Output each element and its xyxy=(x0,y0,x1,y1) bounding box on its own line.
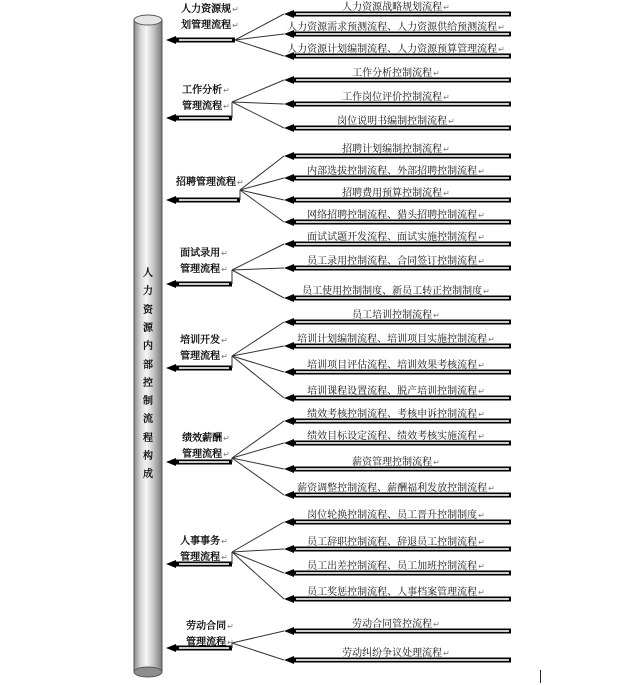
item-connector xyxy=(235,34,284,40)
paragraph-mark: ↵ xyxy=(478,538,485,547)
process-item-text: 工作分析控制流程 xyxy=(352,68,433,79)
item-arrow-gap xyxy=(296,33,509,35)
process-item-label xyxy=(307,166,485,177)
text-cursor xyxy=(540,670,541,683)
item-arrow-gap xyxy=(296,267,509,269)
group-arrow-head xyxy=(166,280,176,288)
pillar-char: 制 xyxy=(143,396,153,408)
pillar-char: 程 xyxy=(143,432,153,444)
item-arrow-gap xyxy=(296,297,509,299)
process-item-label xyxy=(352,457,440,468)
group-arrow-gap xyxy=(179,199,237,201)
item-arrow-head xyxy=(284,545,294,553)
paragraph-mark: ↵ xyxy=(478,211,485,220)
item-arrow-head xyxy=(284,174,294,182)
process-item-text: 招聘费用预算控制流程 xyxy=(342,188,443,199)
group-title xyxy=(172,333,236,365)
paragraph-mark: ↵ xyxy=(443,93,450,102)
group-title-text: 人事事务 xyxy=(180,536,221,547)
group-arrow-head xyxy=(166,36,176,44)
process-item-text: 绩效目标设定流程、绩效考核实施流程 xyxy=(307,431,478,442)
item-arrow-gap xyxy=(296,371,509,373)
item-arrow-head xyxy=(284,318,294,326)
group-title xyxy=(176,175,244,191)
paragraph-mark: ↵ xyxy=(221,352,228,361)
item-arrow-gap xyxy=(296,55,509,57)
item-arrow-head xyxy=(284,465,294,473)
paragraph-mark: ↵ xyxy=(223,450,230,459)
group-title-line xyxy=(174,99,238,115)
process-item-label xyxy=(297,334,495,345)
item-connector xyxy=(240,178,284,190)
item-arrow-gap xyxy=(296,221,509,223)
group-title-line xyxy=(172,349,236,365)
item-arrow-gap xyxy=(296,243,509,245)
item-arrow-head xyxy=(284,627,294,635)
paragraph-mark: ↵ xyxy=(223,434,230,443)
group-arrow-gap xyxy=(179,283,229,285)
group-title-text: 面试录用 xyxy=(180,248,221,259)
item-connector xyxy=(232,80,284,102)
process-item-label xyxy=(307,587,485,598)
item-connector xyxy=(232,549,284,552)
item-arrow-gap xyxy=(296,494,509,496)
item-arrow-gap xyxy=(296,548,509,550)
group-title-line xyxy=(172,534,236,550)
process-item-text: 培训计划编制流程、培训项目实施控制流程 xyxy=(297,334,488,345)
process-item-text: 员工录用控制流程、合同签订控制流程 xyxy=(307,256,478,267)
pillar-char: 人 xyxy=(143,268,153,279)
paragraph-mark: ↵ xyxy=(478,432,485,441)
paragraph-mark: ↵ xyxy=(478,410,485,419)
group-title xyxy=(172,246,236,278)
process-item-text: 员工出差控制流程、员工加班控制流程 xyxy=(307,561,478,572)
group-title-text: 工作分析 xyxy=(182,85,223,96)
paragraph-mark: ↵ xyxy=(443,649,450,658)
group-title-text: 管理流程 xyxy=(180,264,221,275)
item-arrow-gap xyxy=(296,321,509,323)
process-item-label xyxy=(307,537,485,548)
process-item-label xyxy=(307,510,485,521)
process-item-label xyxy=(352,619,440,630)
group-title-text: 绩效薪酬 xyxy=(182,433,223,444)
group-title-line xyxy=(172,262,236,278)
process-item-text: 员工使用控制制度、新员工转正控制制度 xyxy=(302,286,483,297)
item-connector xyxy=(232,102,284,128)
process-item-text: 劳动纠纷争议处理流程 xyxy=(342,648,443,659)
group-title xyxy=(172,534,236,566)
paragraph-mark: ↵ xyxy=(488,335,495,344)
item-arrow-gap xyxy=(296,79,509,81)
paragraph-mark: ↵ xyxy=(448,117,455,126)
item-arrow-head xyxy=(284,417,294,425)
group-title-line xyxy=(178,2,242,18)
item-arrow-head xyxy=(284,368,294,376)
paragraph-mark: ↵ xyxy=(443,189,450,198)
process-item-label xyxy=(302,286,490,297)
item-arrow-gap xyxy=(296,13,509,15)
group-title-line xyxy=(172,550,236,566)
item-arrow-gap xyxy=(296,468,509,470)
item-arrow-gap xyxy=(296,127,509,129)
group-title xyxy=(174,83,238,115)
group-title-text: 劳动合同 xyxy=(186,621,227,632)
process-item-text: 薪资管理控制流程 xyxy=(352,457,433,468)
paragraph-mark: ↵ xyxy=(478,233,485,242)
process-item-text: 培训课程设置流程、脱产培训控制流程 xyxy=(307,386,478,397)
pillar-char: 部 xyxy=(143,359,153,371)
process-item-text: 绩效考核控制流程、考核申诉控制流程 xyxy=(307,409,478,420)
process-item-label xyxy=(307,386,485,397)
process-item-text: 员工奖惩控制流程、人事档案管理流程 xyxy=(307,587,478,598)
paragraph-mark: ↵ xyxy=(223,102,230,111)
pillar-char: 力 xyxy=(143,286,153,298)
item-connector xyxy=(232,356,284,372)
item-arrow-head xyxy=(284,124,294,132)
item-connector xyxy=(232,244,284,270)
group-arrow-gap xyxy=(179,117,229,119)
group-title-text: 管理流程 xyxy=(180,351,221,362)
item-connector xyxy=(235,40,284,56)
pillar-char: 成 xyxy=(143,469,153,481)
item-connector xyxy=(240,156,284,190)
process-item-label xyxy=(307,232,485,243)
process-item-label xyxy=(297,483,495,494)
item-arrow-head xyxy=(284,196,294,204)
item-connector xyxy=(232,102,284,104)
group-title-line xyxy=(176,175,244,191)
paragraph-mark: ↵ xyxy=(232,21,239,30)
item-arrow-gap xyxy=(296,659,509,661)
item-arrow-head xyxy=(284,518,294,526)
item-arrow-gap xyxy=(296,442,509,444)
process-item-label xyxy=(307,360,485,371)
item-arrow-head xyxy=(284,100,294,108)
process-item-label xyxy=(352,68,440,79)
group-title-line xyxy=(174,83,238,99)
item-arrow-gap xyxy=(296,521,509,523)
item-arrow-head xyxy=(284,439,294,447)
group-title-text: 划管理流程 xyxy=(181,20,232,31)
item-arrow-head xyxy=(284,569,294,577)
paragraph-mark: ↵ xyxy=(227,638,234,647)
process-item-text: 岗位轮换控制流程、员工晋升控制制度 xyxy=(307,510,478,521)
item-arrow-gap xyxy=(296,177,509,179)
paragraph-mark: ↵ xyxy=(221,249,228,258)
pillar-char: 源 xyxy=(143,322,153,334)
item-arrow-gap xyxy=(296,420,509,422)
item-arrow-gap xyxy=(296,598,509,600)
pillar-char: 流 xyxy=(143,414,153,426)
item-arrow-head xyxy=(284,656,294,664)
paragraph-mark: ↵ xyxy=(478,387,485,396)
paragraph-mark: ↵ xyxy=(433,620,440,629)
group-title-text: 管理流程 xyxy=(186,637,227,648)
item-arrow-gap xyxy=(296,630,509,632)
item-connector xyxy=(232,443,284,458)
paragraph-mark: ↵ xyxy=(443,3,450,12)
process-item-label xyxy=(342,2,450,13)
item-arrow-gap xyxy=(296,155,509,157)
item-arrow-gap xyxy=(296,397,509,399)
paragraph-mark: ↵ xyxy=(478,511,485,520)
process-item-text: 员工培训控制流程 xyxy=(352,310,433,321)
group-title xyxy=(178,619,242,651)
pillar-char: 控 xyxy=(143,377,153,389)
group-title-text: 招聘管理流程 xyxy=(176,177,236,188)
process-item-text: 人力资源需求预测流程、人力资源供给预测流程 xyxy=(287,22,498,33)
process-item-label xyxy=(342,144,450,155)
item-arrow-head xyxy=(284,294,294,302)
process-item-text: 招聘计划编制控制流程 xyxy=(342,144,443,155)
item-arrow-head xyxy=(284,240,294,248)
process-item-label xyxy=(342,92,450,103)
paragraph-mark: ↵ xyxy=(478,257,485,266)
group-title-text: 管理流程 xyxy=(182,101,223,112)
paragraph-mark: ↵ xyxy=(221,336,228,345)
group-title-line xyxy=(172,246,236,262)
process-item-text: 内部选拔控制流程、外部招聘控制流程 xyxy=(307,166,478,177)
process-item-label xyxy=(287,22,505,33)
process-item-text: 人力资源战略规划流程 xyxy=(342,2,443,13)
item-arrow-head xyxy=(284,595,294,603)
process-item-label xyxy=(307,256,485,267)
process-item-text: 面试试题开发流程、面试实施控制流程 xyxy=(307,232,478,243)
process-item-label xyxy=(337,116,455,127)
group-title xyxy=(174,431,238,463)
item-connector xyxy=(232,421,284,458)
group-arrow-gap xyxy=(179,39,232,41)
group-title-text: 管理流程 xyxy=(180,552,221,563)
process-item-text: 培训项目评估流程、培训效果考核流程 xyxy=(307,360,478,371)
process-item-text: 员工辞职控制流程、辞退员工控制流程 xyxy=(307,537,478,548)
process-item-label xyxy=(307,431,485,442)
paragraph-mark: ↵ xyxy=(221,553,228,562)
pillar-char: 构 xyxy=(143,451,153,462)
paragraph-mark: ↵ xyxy=(223,86,230,95)
item-arrow-head xyxy=(284,491,294,499)
group-arrow-head xyxy=(166,114,176,122)
process-item-text: 工作岗位评价控制流程 xyxy=(342,92,443,103)
paragraph-mark: ↵ xyxy=(478,588,485,597)
process-item-text: 劳动合同管控流程 xyxy=(352,619,433,630)
group-title-text: 管理流程 xyxy=(182,449,223,460)
group-title-line xyxy=(174,431,238,447)
process-item-label xyxy=(307,409,485,420)
paragraph-mark: ↵ xyxy=(433,311,440,320)
process-item-text: 人力资源计划编制流程、人力资源预算管理流程 xyxy=(287,44,498,55)
item-arrow-head xyxy=(284,394,294,402)
item-connector xyxy=(232,522,284,552)
group-arrow-head xyxy=(166,644,176,652)
paragraph-mark: ↵ xyxy=(488,484,495,493)
paragraph-mark: ↵ xyxy=(478,167,485,176)
paragraph-mark: ↵ xyxy=(498,45,505,54)
process-item-text: 网络招聘控制流程、猎头招聘控制流程 xyxy=(307,210,478,221)
item-connector xyxy=(235,14,284,40)
group-title-text: 人力资源规 xyxy=(181,4,232,15)
process-item-label xyxy=(307,210,485,221)
item-connector xyxy=(232,270,284,298)
paragraph-mark: ↵ xyxy=(443,145,450,154)
item-arrow-gap xyxy=(296,572,509,574)
group-arrow-gap xyxy=(179,367,229,369)
paragraph-mark: ↵ xyxy=(227,622,234,631)
item-arrow-gap xyxy=(296,199,509,201)
item-arrow-head xyxy=(284,10,294,18)
item-connector xyxy=(232,552,284,573)
group-title-line xyxy=(178,18,242,34)
process-item-text: 薪资调整控制流程、薪酬福利发放控制流程 xyxy=(297,483,488,494)
paragraph-mark: ↵ xyxy=(483,287,490,296)
paragraph-mark: ↵ xyxy=(478,361,485,370)
item-arrow-gap xyxy=(296,345,509,347)
item-arrow-head xyxy=(284,342,294,350)
pillar-char: 资 xyxy=(143,304,153,316)
group-title-text: 培训开发 xyxy=(180,335,221,346)
item-connector xyxy=(232,356,284,398)
process-item-label xyxy=(352,310,440,321)
process-item-label xyxy=(342,188,450,199)
process-item-label xyxy=(307,561,485,572)
paragraph-mark: ↵ xyxy=(221,265,228,274)
item-arrow-gap xyxy=(296,103,509,105)
group-title-line xyxy=(172,333,236,349)
paragraph-mark: ↵ xyxy=(221,537,228,546)
paragraph-mark: ↵ xyxy=(498,23,505,32)
item-arrow-head xyxy=(284,264,294,272)
group-title-line xyxy=(178,635,242,651)
group-title-line xyxy=(178,619,242,635)
pillar-char: 内 xyxy=(143,341,153,353)
group-arrow-head xyxy=(166,364,176,372)
paragraph-mark: ↵ xyxy=(232,5,239,14)
item-arrow-head xyxy=(284,152,294,160)
item-arrow-head xyxy=(284,218,294,226)
group-title-line xyxy=(174,447,238,463)
group-title xyxy=(178,2,242,34)
process-item-text: 岗位说明书编制控制流程 xyxy=(337,116,448,127)
item-connector xyxy=(232,552,284,599)
paragraph-mark: ↵ xyxy=(433,458,440,467)
group-arrow-head xyxy=(166,196,176,204)
paragraph-mark: ↵ xyxy=(478,562,485,571)
item-connector xyxy=(232,268,284,270)
process-item-label xyxy=(287,44,505,55)
process-item-label xyxy=(342,648,450,659)
paragraph-mark: ↵ xyxy=(433,69,440,78)
item-arrow-head xyxy=(284,76,294,84)
paragraph-mark: ↵ xyxy=(237,178,244,187)
